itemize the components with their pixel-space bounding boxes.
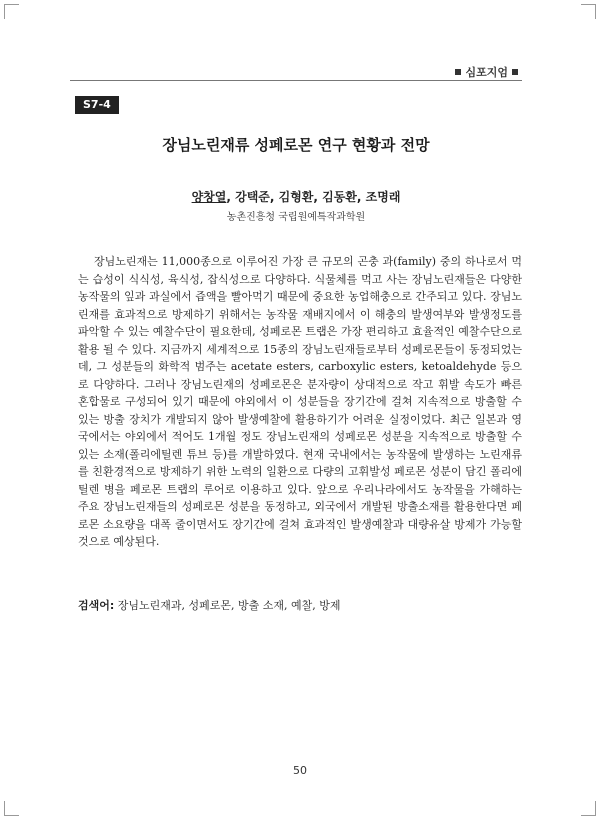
page-number: 50 <box>293 764 307 777</box>
keywords-label: 검색어: <box>78 599 115 612</box>
square-bullet-icon <box>512 69 518 75</box>
crop-mark-top-right <box>581 4 596 19</box>
running-header <box>70 64 522 80</box>
crop-mark-bottom-right <box>581 801 596 816</box>
keywords <box>78 598 522 614</box>
square-bullet-icon <box>455 69 461 75</box>
paper-title: 장님노린재류 성페로몬 연구 현황과 전망 <box>162 136 430 154</box>
presenting-author: 양창열 <box>191 190 227 204</box>
author-list <box>70 188 522 205</box>
abstract-body: 장님노린재는 11,000종으로 이루어진 가장 큰 규모의 곤충 과(family) 중의 하나로서 먹는 습성이 식식성, 육식성, 잡식성으로 다양하다. 식물체를 먹고 사는 장님노린재들은 다양한 농작물의 잎과 과실에서 즙액을 빨아먹기 때문에 중요한 농업해충으로 간주되고 있다. 장님노린재를 효과적으로 방제하기 위해서는 농작물 재배지에서 이 해충의 발생여부와 발생정도를 파악할 수 있는 예찰수단이 필요한데, 성페로몬 트랩은 가장 편리하고 효율적인 예찰수단으로 활용 될 수 있다. 지금까지 세계적으로 15종의 장님노린재들로부터 성페로몬들이 동정되었는데, 그 성분들의 화학적 범주는 acetate esters, carboxylic esters, ketoaldehyde 등으로 다양하다. 그러나 장님노린재의 성페로몬은 분자량이 상대적으로 작고 휘발 속도가 빠른 혼합물로 구성되어 있기 때문에 야외에서 이 성분들을 장기간에 걸쳐 지속적으로 방출할 수 있는 방출 장치가 개발되지 않아 발생예찰에 활용하기가 어려운 실정이었다. 최근 일본과 영국에서는 야외에서 적어도 1개월 정도 장님노린재의 성페로몬 성분을 지속적으로 방출할 수 있는 소재(폴리에틸렌 튜브 등)를 개발하였다. 현재 국내에서는 농작물에 발생하는 노린재류를 친환경적으로 방제하기 위한 노력의 일환으로 다량의 고휘발성 페로몬 성분이 담긴 폴리에틸렌 병을 페로몬 트랩의 루어로 이용하고 있다. 앞으로 우리나라에서도 농작물을 가해하는 주요 장님노린재들의 성페로몬 성분을 동정하고, 외국에서 개발된 방출소재를 활용한다면 페로몬 소요량을 대폭 줄이면서도 장기간에 걸쳐 효과적인 발생예찰과 대량유살 방제가 가능할 것으로 예상된다. <box>78 255 522 548</box>
crop-mark-bottom-left <box>4 801 19 816</box>
co-authors: , 강택준, 김형환, 김동환, 조명래 <box>226 190 401 204</box>
affiliation: 농촌진흥청 국립원예특작과학원 <box>226 212 366 223</box>
crop-mark-top-left <box>4 4 19 19</box>
section-label: 심포지엄 <box>465 66 508 79</box>
keywords-terms: 장님노린재과, 성페로몬, 방출 소재, 예찰, 방제 <box>117 599 341 612</box>
header-divider <box>70 80 522 81</box>
session-tag: S7-4 <box>75 96 119 114</box>
